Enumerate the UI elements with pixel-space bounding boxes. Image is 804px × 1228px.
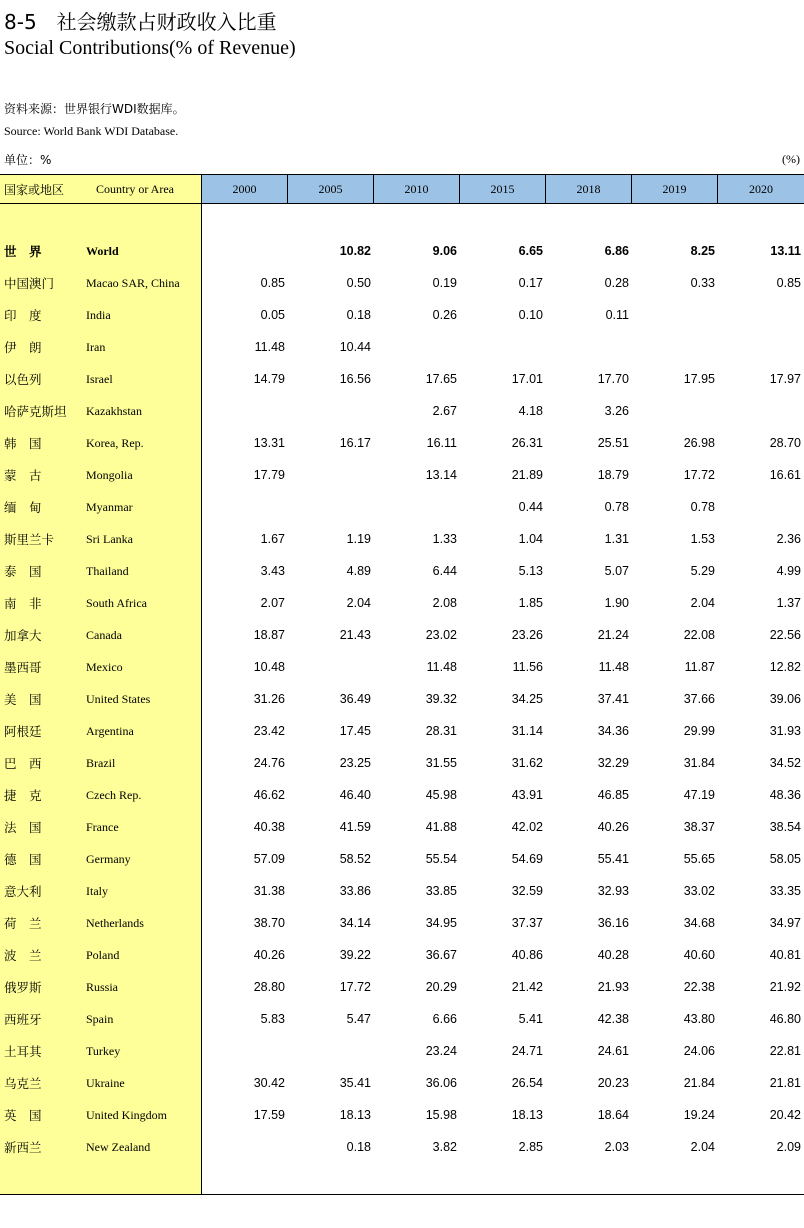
value-cell: 31.93 — [769, 724, 801, 738]
value-cell: 16.11 — [426, 436, 457, 450]
country-name-en: Russia — [86, 979, 119, 994]
value-cell: 24.71 — [511, 1044, 543, 1058]
value-cell: 18.13 — [339, 1108, 371, 1122]
country-name-en: United States — [86, 691, 151, 706]
value-cell: 46.85 — [597, 788, 629, 802]
value-cell: 11.48 — [598, 660, 629, 674]
value-cell: 11.87 — [684, 660, 715, 674]
value-cell: 40.60 — [683, 948, 715, 962]
country-name-en: United Kingdom — [86, 1107, 167, 1122]
value-cell: 34.97 — [769, 916, 801, 930]
page-title-en: Social Contributions(% of Revenue) — [4, 37, 296, 59]
value-cell: 31.26 — [253, 692, 285, 706]
value-cell: 32.59 — [511, 884, 543, 898]
value-cell: 0.85 — [776, 276, 801, 290]
value-cell: 38.70 — [253, 916, 285, 930]
value-cell: 6.44 — [432, 564, 457, 578]
country-name-cn: 世 界 — [4, 244, 42, 259]
value-cell: 6.66 — [432, 1012, 457, 1026]
value-cell: 0.05 — [260, 308, 285, 322]
value-cell: 24.06 — [683, 1044, 715, 1058]
value-cell: 14.79 — [253, 372, 285, 386]
value-cell: 23.02 — [425, 628, 457, 642]
country-name-en: South Africa — [86, 595, 147, 610]
value-cell: 0.19 — [432, 276, 457, 290]
value-cell: 34.68 — [683, 916, 715, 930]
country-name-cn: 加拿大 — [4, 628, 42, 643]
country-name-cn: 巴 西 — [4, 756, 42, 771]
table-row — [0, 1099, 804, 1131]
country-name-en: Poland — [86, 947, 120, 962]
value-cell: 5.83 — [260, 1012, 285, 1026]
value-cell: 33.86 — [339, 884, 371, 898]
value-cell: 2.09 — [776, 1140, 801, 1154]
value-cell: 21.89 — [511, 468, 543, 482]
value-cell: 13.14 — [425, 468, 457, 482]
value-cell: 19.24 — [683, 1108, 715, 1122]
value-cell: 17.79 — [253, 468, 285, 482]
country-name-cn: 乌克兰 — [4, 1076, 42, 1091]
table-row — [0, 427, 804, 459]
country-name-en: World — [86, 243, 119, 258]
value-cell: 34.25 — [511, 692, 543, 706]
table-header — [0, 174, 804, 204]
value-cell: 5.07 — [604, 564, 629, 578]
value-cell: 12.82 — [769, 660, 801, 674]
value-cell: 32.29 — [597, 756, 629, 770]
value-cell: 0.50 — [346, 276, 371, 290]
table-row — [0, 459, 804, 491]
value-cell: 37.41 — [597, 692, 629, 706]
table-row — [0, 843, 804, 875]
value-cell: 2.04 — [346, 596, 371, 610]
value-cell: 28.80 — [253, 980, 285, 994]
country-name-en: Mongolia — [86, 467, 133, 482]
value-cell: 1.67 — [260, 532, 285, 546]
value-cell: 33.02 — [683, 884, 715, 898]
value-cell: 0.28 — [604, 276, 629, 290]
value-cell: 2.67 — [432, 404, 457, 418]
value-cell: 15.98 — [425, 1108, 457, 1122]
header-year: 2005 — [288, 175, 374, 203]
value-cell: 0.78 — [690, 500, 715, 514]
table-row — [0, 1003, 804, 1035]
value-cell: 34.52 — [769, 756, 801, 770]
header-year: 2018 — [546, 175, 632, 203]
value-cell: 21.43 — [339, 628, 371, 642]
value-cell: 5.47 — [346, 1012, 371, 1026]
value-cell: 3.43 — [260, 564, 285, 578]
source-note-cn: 资料来源：世界银行WDI数据库。 — [4, 102, 185, 116]
header-year: 2019 — [632, 175, 718, 203]
country-name-en: Myanmar — [86, 499, 133, 514]
value-cell: 40.28 — [597, 948, 629, 962]
country-name-cn: 斯里兰卡 — [4, 532, 55, 547]
value-cell: 0.11 — [605, 308, 629, 322]
value-cell: 23.25 — [339, 756, 371, 770]
value-cell: 31.38 — [253, 884, 285, 898]
value-cell: 30.42 — [253, 1076, 285, 1090]
country-name-cn: 中国澳门 — [4, 276, 55, 291]
value-cell: 35.41 — [339, 1076, 371, 1090]
value-cell: 1.37 — [776, 596, 801, 610]
country-name-en: Ukraine — [86, 1075, 125, 1090]
value-cell: 47.19 — [683, 788, 715, 802]
value-cell: 16.61 — [769, 468, 801, 482]
value-cell: 21.42 — [511, 980, 543, 994]
value-cell: 40.38 — [253, 820, 285, 834]
table-row — [0, 715, 804, 747]
value-cell: 6.86 — [604, 244, 629, 258]
country-name-cn: 墨西哥 — [4, 660, 42, 675]
value-cell: 17.65 — [425, 372, 457, 386]
country-name-en: Brazil — [86, 755, 116, 770]
value-cell: 40.81 — [769, 948, 801, 962]
value-cell: 41.59 — [339, 820, 371, 834]
value-cell: 40.86 — [511, 948, 543, 962]
value-cell: 24.76 — [253, 756, 285, 770]
value-cell: 9.06 — [432, 244, 457, 258]
country-name-cn: 新西兰 — [4, 1140, 42, 1155]
value-cell: 1.85 — [518, 596, 543, 610]
table-row — [0, 491, 804, 523]
country-name-en: Iran — [86, 339, 106, 354]
value-cell: 31.55 — [425, 756, 457, 770]
country-name-en: Sri Lanka — [86, 531, 133, 546]
country-name-cn: 缅 甸 — [4, 500, 42, 515]
country-name-cn: 阿根廷 — [4, 724, 42, 739]
value-cell: 46.80 — [769, 1012, 801, 1026]
value-cell: 18.64 — [597, 1108, 629, 1122]
value-cell: 16.17 — [339, 436, 371, 450]
value-cell: 2.08 — [432, 596, 457, 610]
value-cell: 37.66 — [683, 692, 715, 706]
country-name-en: India — [86, 307, 111, 322]
value-cell: 20.42 — [769, 1108, 801, 1122]
table-row — [0, 395, 804, 427]
country-name-en: Netherlands — [86, 915, 144, 930]
value-cell: 2.85 — [518, 1140, 543, 1154]
value-cell: 2.03 — [604, 1140, 629, 1154]
value-cell: 18.13 — [511, 1108, 543, 1122]
value-cell: 1.04 — [518, 532, 543, 546]
value-cell: 39.22 — [339, 948, 371, 962]
value-cell: 21.92 — [769, 980, 801, 994]
value-cell: 45.98 — [425, 788, 457, 802]
table-row — [0, 267, 804, 299]
country-name-cn: 荷 兰 — [4, 916, 42, 931]
value-cell: 3.26 — [604, 404, 629, 418]
source-note-en: Source: World Bank WDI Database. — [4, 124, 179, 138]
country-name-cn: 法 国 — [4, 820, 42, 835]
value-cell: 21.93 — [597, 980, 629, 994]
country-name-cn: 蒙 古 — [4, 468, 42, 483]
value-cell: 20.23 — [597, 1076, 629, 1090]
table-bottom-rule — [0, 1194, 804, 1195]
value-cell: 23.24 — [425, 1044, 457, 1058]
value-cell: 55.41 — [597, 852, 629, 866]
country-name-en: Kazakhstan — [86, 403, 142, 418]
value-cell: 5.13 — [518, 564, 543, 578]
value-cell: 39.32 — [425, 692, 457, 706]
value-cell: 21.84 — [683, 1076, 715, 1090]
country-name-cn: 伊 朗 — [4, 340, 42, 355]
value-cell: 5.29 — [690, 564, 715, 578]
value-cell: 41.88 — [425, 820, 457, 834]
table-row — [0, 523, 804, 555]
value-cell: 21.81 — [769, 1076, 801, 1090]
country-name-cn: 意大利 — [4, 884, 42, 899]
value-cell: 34.14 — [339, 916, 371, 930]
country-name-en: Mexico — [86, 659, 123, 674]
country-name-en: Turkey — [86, 1043, 121, 1058]
value-cell: 32.93 — [597, 884, 629, 898]
value-cell: 17.72 — [339, 980, 371, 994]
value-cell: 23.42 — [253, 724, 285, 738]
value-cell: 1.90 — [604, 596, 629, 610]
table-body — [0, 235, 804, 1163]
value-cell: 22.08 — [683, 628, 715, 642]
value-cell: 1.31 — [604, 532, 629, 546]
value-cell: 8.25 — [690, 244, 715, 258]
value-cell: 37.37 — [511, 916, 543, 930]
value-cell: 0.44 — [518, 500, 543, 514]
value-cell: 38.54 — [769, 820, 801, 834]
value-cell: 2.04 — [690, 1140, 715, 1154]
value-cell: 0.10 — [518, 308, 543, 322]
value-cell: 0.33 — [690, 276, 715, 290]
value-cell: 25.51 — [597, 436, 629, 450]
country-name-en: Argentina — [86, 723, 134, 738]
country-name-cn: 西班牙 — [4, 1012, 42, 1027]
table-row — [0, 619, 804, 651]
country-name-cn: 哈萨克斯坦 — [4, 404, 67, 419]
country-name-cn: 俄罗斯 — [4, 980, 42, 995]
table-row — [0, 875, 804, 907]
country-name-cn: 英 国 — [4, 1108, 42, 1123]
value-cell: 5.41 — [518, 1012, 543, 1026]
country-name-cn: 土耳其 — [4, 1044, 42, 1059]
value-cell: 0.18 — [346, 1140, 371, 1154]
value-cell: 40.26 — [253, 948, 285, 962]
table-row — [0, 587, 804, 619]
value-cell: 1.53 — [690, 532, 715, 546]
value-cell: 36.16 — [597, 916, 629, 930]
table-row — [0, 907, 804, 939]
value-cell: 58.52 — [339, 852, 371, 866]
table-row — [0, 683, 804, 715]
value-cell: 2.36 — [776, 532, 801, 546]
value-cell: 54.69 — [511, 852, 543, 866]
value-cell: 17.70 — [597, 372, 629, 386]
value-cell: 33.35 — [769, 884, 801, 898]
country-name-cn: 韩 国 — [4, 436, 42, 451]
value-cell: 42.02 — [511, 820, 543, 834]
country-name-cn: 南 非 — [4, 596, 42, 611]
value-cell: 28.31 — [425, 724, 457, 738]
country-name-en: Macao SAR, China — [86, 275, 180, 290]
value-cell: 46.62 — [253, 788, 285, 802]
value-cell: 2.07 — [260, 596, 285, 610]
table-row — [0, 331, 804, 363]
country-name-cn: 以色列 — [4, 372, 42, 387]
table-row — [0, 1131, 804, 1163]
value-cell: 24.61 — [597, 1044, 629, 1058]
value-cell: 16.56 — [339, 372, 371, 386]
value-cell: 0.17 — [518, 276, 543, 290]
value-cell: 4.18 — [518, 404, 543, 418]
header-country-en: Country or Area — [86, 175, 202, 203]
value-cell: 10.48 — [253, 660, 285, 674]
table-row — [0, 363, 804, 395]
value-cell: 0.85 — [260, 276, 285, 290]
value-cell: 17.59 — [253, 1108, 285, 1122]
value-cell: 17.45 — [339, 724, 371, 738]
table-row — [0, 779, 804, 811]
value-cell: 17.72 — [683, 468, 715, 482]
country-name-cn: 波 兰 — [4, 948, 42, 963]
value-cell: 13.11 — [770, 244, 801, 258]
value-cell: 10.44 — [339, 340, 371, 354]
country-name-en: Czech Rep. — [86, 787, 142, 802]
value-cell: 34.36 — [597, 724, 629, 738]
value-cell: 31.84 — [683, 756, 715, 770]
value-cell: 28.70 — [769, 436, 801, 450]
value-cell: 36.06 — [425, 1076, 457, 1090]
header-country-cn: 国家或地区 — [0, 175, 86, 203]
value-cell: 0.78 — [604, 500, 629, 514]
value-cell: 4.89 — [346, 564, 371, 578]
value-cell: 18.87 — [253, 628, 285, 642]
value-cell: 26.31 — [511, 436, 543, 450]
country-name-en: Israel — [86, 371, 113, 386]
country-name-en: New Zealand — [86, 1139, 151, 1154]
table-row — [0, 299, 804, 331]
table-row — [0, 811, 804, 843]
value-cell: 23.26 — [511, 628, 543, 642]
table-row — [0, 235, 804, 267]
value-cell: 26.54 — [511, 1076, 543, 1090]
value-cell: 1.33 — [432, 532, 457, 546]
value-cell: 55.54 — [425, 852, 457, 866]
value-cell: 55.65 — [683, 852, 715, 866]
unit-label-en: (%) — [782, 152, 800, 166]
value-cell: 42.38 — [597, 1012, 629, 1026]
value-cell: 4.99 — [776, 564, 801, 578]
value-cell: 33.85 — [425, 884, 457, 898]
value-cell: 11.48 — [426, 660, 457, 674]
value-cell: 48.36 — [769, 788, 801, 802]
value-cell: 17.97 — [769, 372, 801, 386]
country-name-en: France — [86, 819, 119, 834]
value-cell: 31.62 — [511, 756, 543, 770]
value-cell: 43.91 — [511, 788, 543, 802]
unit-label-cn: 单位：% — [4, 153, 52, 167]
header-year: 2010 — [374, 175, 460, 203]
table-row — [0, 1067, 804, 1099]
value-cell: 38.37 — [683, 820, 715, 834]
table-row — [0, 971, 804, 1003]
page-title-cn: 8-5 社会缴款占财政收入比重 — [4, 10, 277, 34]
value-cell: 17.95 — [683, 372, 715, 386]
value-cell: 43.80 — [683, 1012, 715, 1026]
value-cell: 17.01 — [511, 372, 543, 386]
value-cell: 0.26 — [432, 308, 457, 322]
country-name-cn: 泰 国 — [4, 564, 42, 579]
value-cell: 57.09 — [253, 852, 285, 866]
value-cell: 29.99 — [683, 724, 715, 738]
value-cell: 58.05 — [769, 852, 801, 866]
header-year: 2020 — [749, 181, 773, 196]
header-year: 2015 — [460, 175, 546, 203]
value-cell: 36.67 — [425, 948, 457, 962]
header-year: 2000 — [202, 175, 288, 203]
country-name-en: Korea, Rep. — [86, 435, 144, 450]
table-row — [0, 651, 804, 683]
country-name-cn: 捷 克 — [4, 788, 42, 803]
value-cell: 22.56 — [769, 628, 801, 642]
value-cell: 40.26 — [597, 820, 629, 834]
value-cell: 1.19 — [346, 532, 371, 546]
country-name-cn: 美 国 — [4, 692, 42, 707]
value-cell: 39.06 — [769, 692, 801, 706]
value-cell: 34.95 — [425, 916, 457, 930]
value-cell: 26.98 — [683, 436, 715, 450]
value-cell: 10.82 — [339, 244, 371, 258]
country-name-en: Germany — [86, 851, 131, 866]
value-cell: 13.31 — [253, 436, 285, 450]
table-row — [0, 555, 804, 587]
value-cell: 36.49 — [339, 692, 371, 706]
value-cell: 22.38 — [683, 980, 715, 994]
value-cell: 20.29 — [425, 980, 457, 994]
country-name-en: Thailand — [86, 563, 129, 578]
country-name-en: Spain — [86, 1011, 114, 1026]
value-cell: 11.48 — [254, 340, 285, 354]
value-cell: 31.14 — [511, 724, 543, 738]
value-cell: 11.56 — [512, 660, 543, 674]
value-cell: 22.81 — [769, 1044, 801, 1058]
country-name-en: Italy — [86, 883, 108, 898]
value-cell: 21.24 — [597, 628, 629, 642]
value-cell: 6.65 — [518, 244, 543, 258]
value-cell: 18.79 — [597, 468, 629, 482]
value-cell: 2.04 — [690, 596, 715, 610]
country-name-cn: 印 度 — [4, 308, 42, 323]
table-row — [0, 1035, 804, 1067]
value-cell: 46.40 — [339, 788, 371, 802]
value-cell: 3.82 — [432, 1140, 457, 1154]
table-row — [0, 747, 804, 779]
table-row — [0, 939, 804, 971]
country-name-en: Canada — [86, 627, 122, 642]
country-name-cn: 德 国 — [4, 852, 42, 867]
value-cell: 0.18 — [346, 308, 371, 322]
